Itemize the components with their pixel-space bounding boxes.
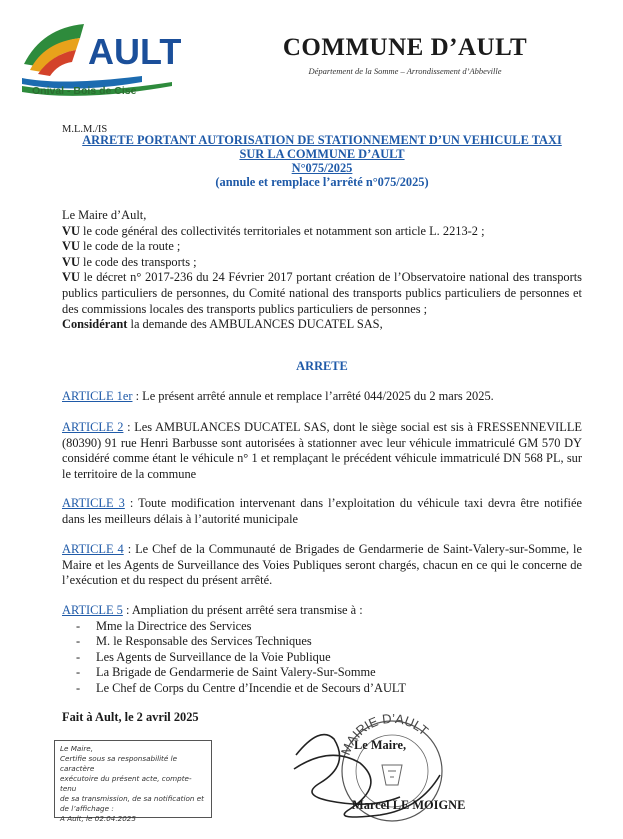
article-1-label: ARTICLE 1er: [62, 389, 133, 403]
vu-line: [62, 255, 582, 271]
decree-replaces: (annule et remplace l’arrêté n°075/2025): [215, 175, 429, 189]
decree-title-line2: SUR LA COMMUNE D’AULT: [239, 147, 405, 161]
vu-line: [62, 239, 582, 255]
list-item: - M. le Responsable des Services Techniques: [62, 634, 582, 650]
decree-title-line1: ARRETE PORTANT AUTORISATION DE STATIONNEMENT D’UN VEHICULE TAXI: [82, 133, 562, 147]
decree-title: [62, 133, 582, 189]
mayor-title: Le Maire,: [354, 738, 407, 752]
mayor-name: Marcel LE MOIGNE: [352, 798, 466, 812]
article-4-label: ARTICLE 4: [62, 542, 124, 556]
article-5: [62, 603, 582, 697]
article-2: [62, 420, 582, 482]
certification-box: [54, 740, 212, 823]
vu-text: le code de la route ;: [79, 239, 181, 254]
article-5-text: : Ampliation du présent arrêté sera transmise à :: [122, 603, 363, 617]
commune-subtitle: Département de la Somme – Arrondissement d’Abbeville: [308, 66, 502, 76]
vu-keyword: VU: [62, 254, 80, 269]
ault-logo: [22, 20, 190, 102]
article-4-text: : Le Chef de la Communauté de Brigades de Gendarmerie de Saint-Valery-sur-Somme, le Maire et les Agents de Surveillance des Voies Publiques seront chargés, chacun en ce qui le concerne de l’exécution et du respect du présent arrêté.: [62, 542, 582, 588]
commune-title: COMMUNE D’AULT: [282, 34, 528, 61]
preamble: [62, 208, 582, 333]
article-4: [62, 542, 582, 589]
recipient-list: [62, 619, 582, 697]
article-3: [62, 496, 582, 527]
signed-place-date: Fait à Ault, le 2 avril 2025: [62, 710, 199, 724]
stamp-text: MAIRIE D’AULT: [337, 710, 432, 758]
preamble-intro: Le Maire d’Ault,: [62, 208, 147, 222]
certification-line: Certifie sous sa responsabilité le caractère: [60, 754, 178, 773]
considerant-text: la demande des AMBULANCES DUCATEL SAS,: [127, 317, 383, 332]
list-item: - Mme la Directrice des Services: [62, 619, 582, 635]
certification-line: A Ault, le 02.04.2025: [60, 814, 136, 823]
article-5-label: ARTICLE 5: [62, 603, 123, 617]
vu-keyword: VU: [62, 223, 80, 238]
vu-keyword: VU: [62, 270, 80, 285]
article-1: [62, 389, 582, 405]
vu-keyword: VU: [62, 239, 80, 254]
list-item: - Le Chef de Corps du Centre d’Incendie et de Secours d’AULT: [62, 681, 582, 697]
logo-wordmark: AULT: [88, 31, 182, 72]
arrete-heading: ARRETE: [296, 359, 348, 373]
reference-code: M.L.M./IS: [62, 124, 108, 135]
article-3-text: : Toute modification intervenant dans l’exploitation du véhicule taxi devra être notifiée dans les meilleurs délais à l’autorité municipale: [62, 496, 583, 526]
certification-line: exécutoire du présent acte, compte-tenu: [60, 774, 192, 793]
logo-tagline: Onival - Bois de Cise: [32, 85, 137, 97]
article-2-label: ARTICLE 2: [62, 420, 124, 434]
decree-number: N°075/2025: [291, 161, 353, 175]
article-1-text: : Le présent arrêté annule et remplace l’arrêté 044/2025 du 2 mars 2025.: [132, 389, 494, 403]
considerant-line: [62, 317, 582, 333]
vu-line: [62, 270, 582, 317]
vu-text: le code des transports ;: [79, 254, 197, 269]
certification-line: de sa transmission, de sa notification et: [60, 794, 204, 803]
list-item: - La Brigade de Gendarmerie de Saint Valery-Sur-Somme: [62, 665, 582, 681]
certification-line: de l’affichage :: [60, 804, 114, 813]
article-3-label: ARTICLE 3: [62, 496, 125, 510]
article-2-text: : Les AMBULANCES DUCATEL SAS, dont le siège social est sis à FRESSENNEVILLE (80390) 91 rue Henri Barbusse sont autorisées à stationner avec leur véhicule immatriculé GM 570 DY considéré comme étant le véhicule n° 1 et remplaçant le précédent véhicule immatriculé DN 568 PL, sur le territoire de la commune: [62, 420, 582, 481]
vu-text: le code général des collectivités territoriales et notamment son article L. 2213-2 ;: [79, 223, 485, 238]
list-item: - Les Agents de Surveillance de la Voie Publique: [62, 650, 582, 666]
certification-line: Le Maire,: [60, 744, 93, 753]
vu-text: le décret n° 2017-236 du 24 Février 2017 portant création de l’Observatoire national des transports publics particuliers de personnes, du Comité national des transports publics particuliers de personnes et des commissions locales des transports publics particuliers de personnes ;: [62, 270, 582, 316]
vu-line: [62, 224, 582, 240]
considerant-keyword: Considérant: [62, 317, 128, 332]
